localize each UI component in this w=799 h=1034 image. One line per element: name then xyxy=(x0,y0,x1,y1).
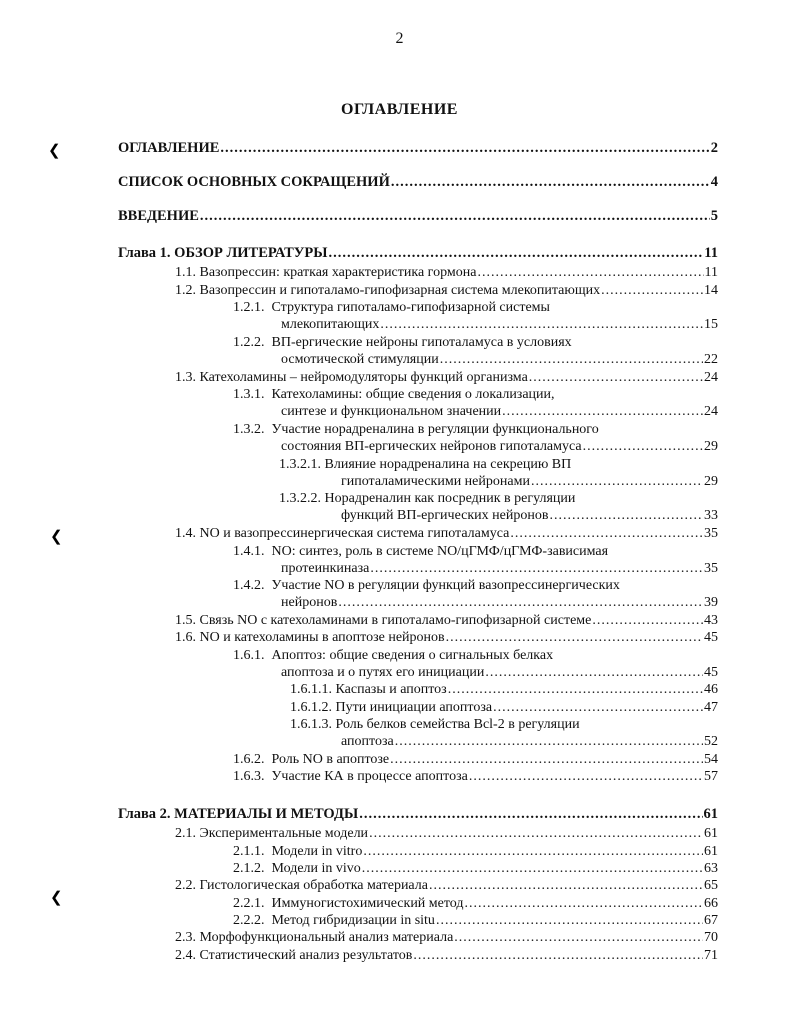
toc-entry[interactable]: 1.6.1.2. Пути инициации апоптоза ..... 47 xyxy=(290,699,718,716)
toc-entry[interactable]: 2.4. Статистический анализ результатов ..... 71 xyxy=(175,947,718,964)
toc-entry[interactable]: 1.1. Вазопрессин: краткая характеристика гормона ..... 11 xyxy=(175,264,718,281)
toc-entry[interactable]: 2.2.1. Иммуногистохимический метод ..... 66 xyxy=(233,895,718,912)
toc-entry[interactable]: 1.6.2. Роль NO в апоптозе ..... 54 xyxy=(233,751,718,768)
toc-entry[interactable]: нейронов ..... 39 xyxy=(281,594,718,611)
toc-entry-first-line: 1.2.2. ВП-ергические нейроны гипоталамуса в условиях xyxy=(233,335,572,350)
toc-entry[interactable]: апоптоза ..... 52 xyxy=(341,733,718,750)
toc-entry[interactable]: 2.1.2. Модели in vivo ..... 63 xyxy=(233,860,718,877)
toc-entry[interactable]: 1.3. Катехоламины – нейромодуляторы функций организма ..... 24 xyxy=(175,369,718,386)
toc-entry[interactable]: СПИСОК ОСНОВНЫХ СОКРАЩЕНИЙ ..... 4 xyxy=(118,174,718,191)
toc-entry[interactable]: протеинкиназа ..... 35 xyxy=(281,560,718,577)
toc-entry[interactable]: 2.2. Гистологическая обработка материала ..... 65 xyxy=(175,877,718,894)
toc-entry[interactable]: ВВЕДЕНИЕ ..... 5 xyxy=(118,208,718,225)
toc-entry[interactable]: состояния ВП-ергических нейронов гипоталамуса ..... 29 xyxy=(281,438,718,455)
page-number: 2 xyxy=(395,30,404,47)
toc-entry-first-line: 1.4.1. NO: синтез, роль в системе NO/цГМФ/цГМФ-зависимая xyxy=(233,544,609,559)
toc-entry[interactable]: 2.1. Экспериментальные модели ..... 61 xyxy=(175,825,718,842)
toc-entry[interactable]: функций ВП-ергических нейронов ..... 33 xyxy=(341,507,718,524)
toc-entry[interactable]: 2.3. Морфофункциональный анализ материала ..... 70 xyxy=(175,929,718,946)
toc-entry[interactable]: 2.2.2. Метод гибридизации in situ ..... 67 xyxy=(233,912,718,929)
toc-entry-first-line: 1.6.1. Апоптоз: общие сведения о сигнальных белках xyxy=(233,648,554,663)
toc-entry[interactable]: 2.1.1. Модели in vitro ..... 61 xyxy=(233,843,718,860)
toc-entry[interactable]: 1.6.3. Участие КА в процессе апоптоза ..... 57 xyxy=(233,768,718,785)
page-title: ОГЛАВЛЕНИЕ xyxy=(341,101,458,118)
toc-entry[interactable]: 1.6. NO и катехоламины в апоптозе нейронов ..... 45 xyxy=(175,629,718,646)
toc-entry-first-line: 1.3.2.1. Влияние норадреналина на секрецию ВП xyxy=(279,457,572,472)
toc-entry[interactable]: осмотической стимуляции ..... 22 xyxy=(281,351,718,368)
toc-chapter[interactable]: Глава 2. МАТЕРИАЛЫ И МЕТОДЫ ..... 61 xyxy=(118,806,718,823)
toc-entry-first-line: 1.2.1. Структура гипоталамо-гипофизарной системы xyxy=(233,300,550,315)
toc-entry[interactable]: гипоталамическими нейронами ..... 29 xyxy=(341,473,718,490)
toc-entry[interactable]: синтезе и функциональном значении ..... 24 xyxy=(281,403,718,420)
toc-entry-first-line: 1.3.2. Участие норадреналина в регуляции функционального xyxy=(233,422,599,437)
toc-entry[interactable]: 1.5. Связь NO с катехоламинами в гипоталамо-гипофизарной системе ..... 43 xyxy=(175,612,718,629)
margin-mark: ❮ xyxy=(50,529,63,545)
toc-entry-first-line: 1.3.1. Катехоламины: общие сведения о локализации, xyxy=(233,387,555,402)
margin-mark: ❮ xyxy=(50,890,63,906)
toc-entry[interactable]: 1.2. Вазопрессин и гипоталамо-гипофизарная система млекопитающих ..... 14 xyxy=(175,282,718,299)
toc-entry[interactable]: 1.4. NO и вазопрессинергическая система гипоталамуса ..... 35 xyxy=(175,525,718,542)
toc-entry-first-line: 1.3.2.2. Норадреналин как посредник в регуляции xyxy=(279,491,576,506)
toc-entry[interactable]: ОГЛАВЛЕНИЕ ..... 2 xyxy=(118,140,718,157)
toc-entry-first-line: 1.6.1.3. Роль белков семейства Bcl-2 в регуляции xyxy=(290,717,580,732)
toc-chapter[interactable]: Глава 1. ОБЗОР ЛИТЕРАТУРЫ ..... 11 xyxy=(118,245,718,262)
toc-entry[interactable]: млекопитающих ..... 15 xyxy=(281,316,718,333)
toc-entry[interactable]: апоптоза и о путях его инициации ..... 45 xyxy=(281,664,718,681)
margin-mark: ❮ xyxy=(48,143,61,159)
toc-entry[interactable]: 1.6.1.1. Каспазы и апоптоз ..... 46 xyxy=(290,681,718,698)
toc-entry-first-line: 1.4.2. Участие NO в регуляции функций вазопрессинергических xyxy=(233,578,620,593)
